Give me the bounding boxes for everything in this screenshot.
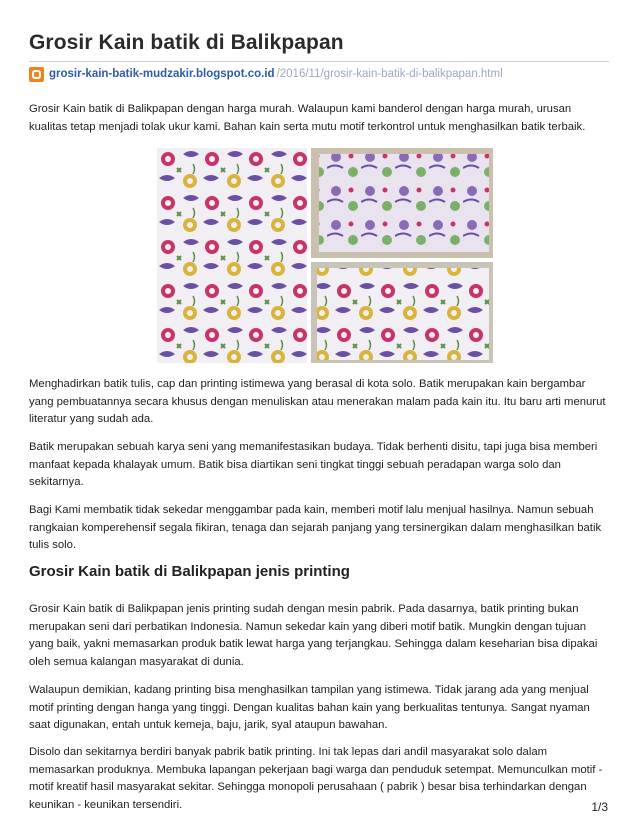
blogger-icon [29,67,44,82]
title-divider [29,61,609,62]
section-paragraph: Disolo dan sekitarnya berdiri banyak pabrik batik printing. Ini tak lepas dari andil masyarakat solo dalam memasarkan produknya. Membuka lapangan pekerjaan bagi warga dan penduduk setempat. Memunculkan motif - motif kreatif hasil masyarakat sekitar. Sehingga monopoli perusahaan ( pabrik ) besar bisa terhindarkan dengan keunikan - keunikan tersendiri. [29,746,603,811]
page-title: Grosir Kain batik di Balikpapan [29,31,344,54]
section-heading: Grosir Kain batik di Balikpapan jenis printing [29,563,350,580]
body-paragraph: Batik merupakan sebuah karya seni yang memanifestasikan budaya. Tidak berhenti disitu, tapi juga bisa memberi manfaat kepada khalayak umum. Batik bisa diartikan seni tingkat tinggi sebuah peradapan warga solo dan sekitarnya. [29,441,598,488]
section-paragraph: Grosir Kain batik di Balikpapan jenis printing sudah dengan mesin pabrik. Pada dasarnya, batik printing bukan merupakan seni dari perbatikan Indonesia. Namun sekedar kain yang diberi motif batik. Mungkin dengan tujuan yang baik, yakni memasarkan produk batik lewat harga yang terjangkau. Sehingga dalam keseharian bisa dipakai oleh semua kalangan masyarakat di dunia. [29,603,598,668]
page-number: 1/3 [591,800,608,814]
source-line [29,66,503,82]
intro-paragraph: Grosir Kain batik di Balikpapan dengan harga murah. Walaupun kami banderol dengan harga murah, urusan kualitas tetap menjadi tolak ukur kami. Bahan kain serta mutu motif terkontrol untuk menghasilkan batik terbaik. [29,103,586,133]
section-paragraph: Walaupun demikian, kadang printing bisa menghasilkan tampilan yang istimewa. Tidak jarang ada yang menjual motif printing dengan hanga yang tinggi. Dengan kualitas bahan kain yang berkualitas tentunya. Sangat nyaman saat digunakan, entah untuk kemeja, baju, jarik, syal ataupun bawahan. [29,684,590,731]
body-paragraph: Bagi Kami membatik tidak sekedar menggambar pada kain, memberi motif lalu menjual hasilnya. Namun sebuah rangkaian komperehensif segala fikiran, tenaga dan sejarah panjang yang tersinergikan dalam menghasilkan batik tulis solo. [29,504,602,551]
source-domain-link[interactable]: grosir-kain-batik-mudzakir.blogspot.co.id [49,68,275,80]
body-paragraph: Menghadirkan batik tulis, cap dan printing istimewa yang berasal di kota solo. Batik merupakan kain bergambar yang pembuatannya secara khusus dengan menuliskan atau menerakan malam pada kain itu. Itu baru arti menurut literatur yang sudah ada. [29,378,606,425]
batik-fabric-photo [157,148,493,363]
source-path-link[interactable]: /2016/11/grosir-kain-batik-di-balikpapan.html [276,68,503,80]
